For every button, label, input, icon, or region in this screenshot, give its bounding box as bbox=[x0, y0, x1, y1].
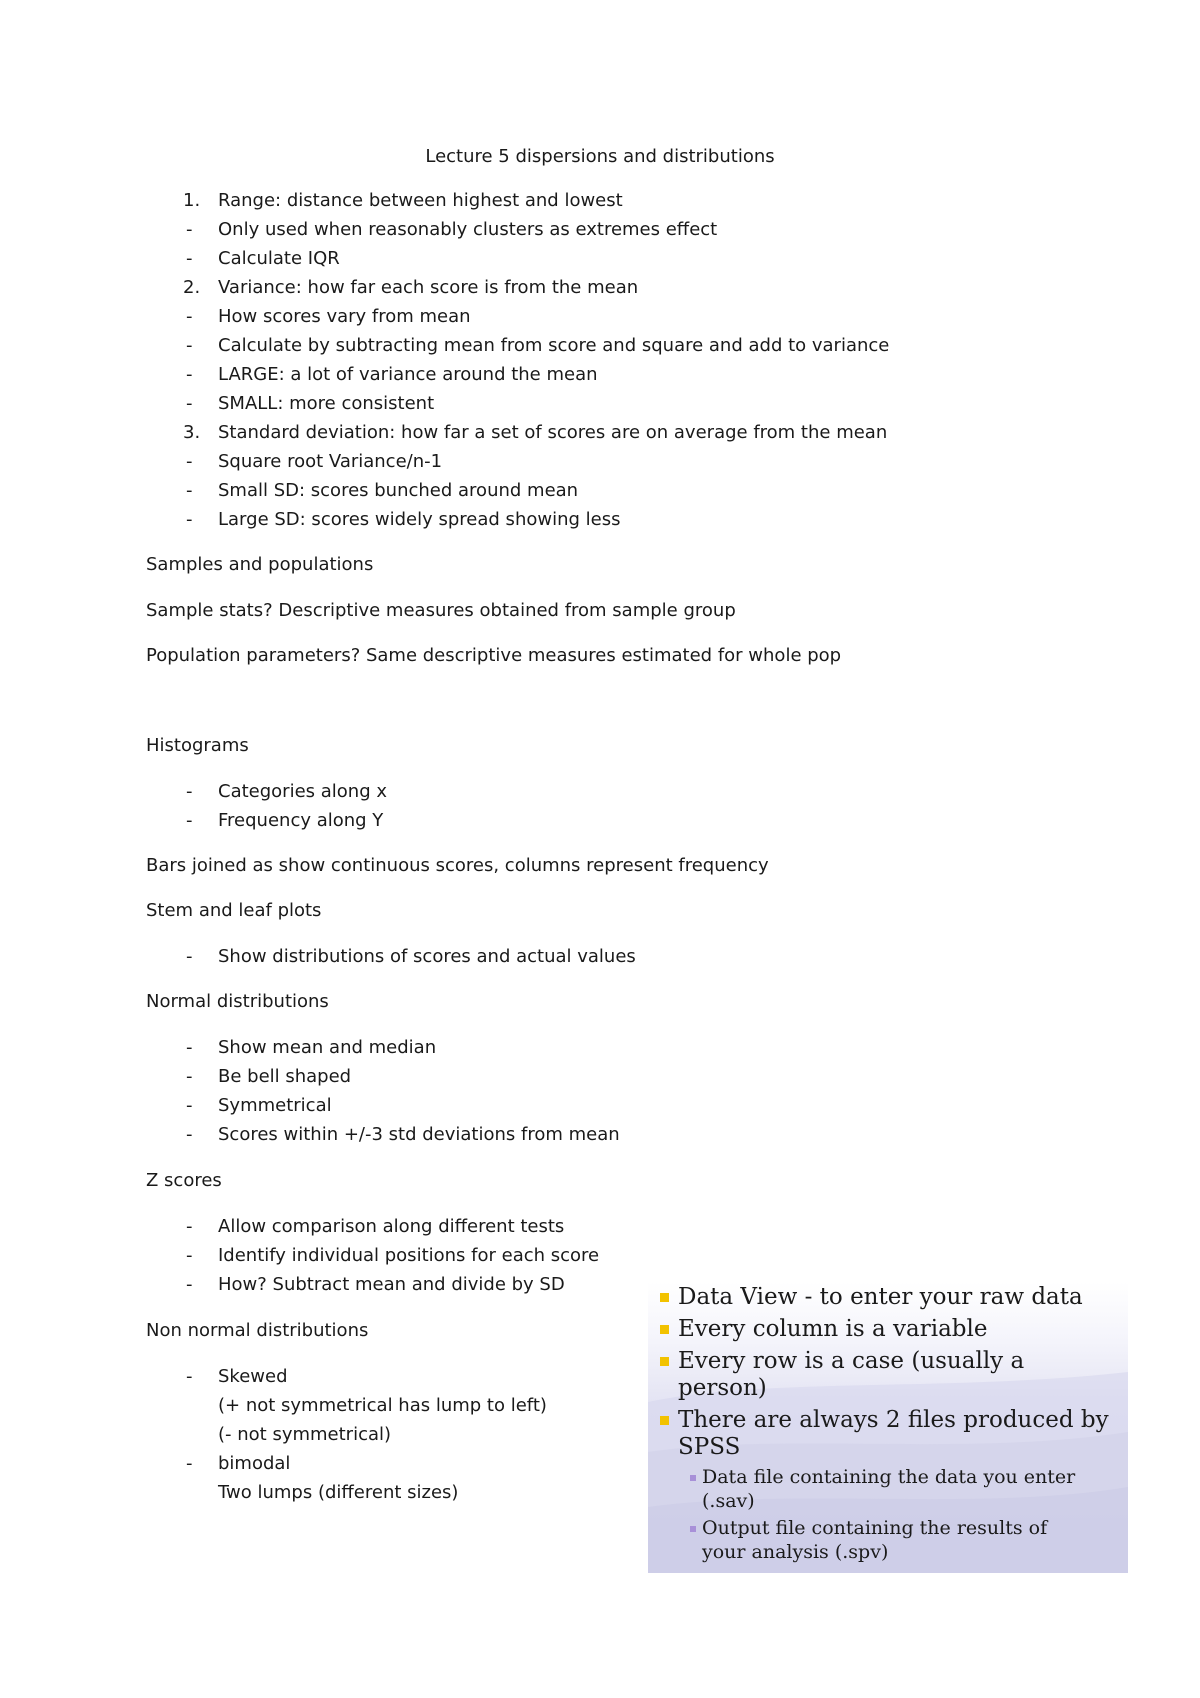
list-item: Variance: how far each score is from the mean bbox=[218, 277, 639, 298]
list-item: LARGE: a lot of variance around the mean bbox=[218, 364, 598, 385]
slide-sub-bullet-continuation: your analysis (.spv) bbox=[702, 1541, 889, 1563]
list-item-detail: (- not symmetrical) bbox=[218, 1424, 392, 1445]
list-marker: - bbox=[186, 1453, 193, 1474]
list-item-detail: (+ not symmetrical has lump to left) bbox=[218, 1395, 547, 1416]
list-marker: - bbox=[186, 1216, 193, 1237]
section-heading-non-normal: Non normal distributions bbox=[146, 1320, 369, 1341]
list-marker: - bbox=[186, 509, 193, 530]
list-item: Only used when reasonably clusters as extremes effect bbox=[218, 219, 718, 240]
list-marker: - bbox=[186, 1245, 193, 1266]
list-item: Calculate IQR bbox=[218, 248, 340, 269]
slide-sub-bullet: Output file containing the results of bbox=[702, 1517, 1048, 1539]
slide-bullet-marker bbox=[660, 1293, 669, 1302]
slide-bullet: There are always 2 files produced by bbox=[678, 1407, 1109, 1433]
list-marker: - bbox=[186, 1124, 193, 1145]
list-item: SMALL: more consistent bbox=[218, 393, 435, 414]
list-item: Scores within +/-3 std deviations from mean bbox=[218, 1124, 620, 1145]
list-marker: - bbox=[186, 219, 193, 240]
list-item: Standard deviation: how far a set of scores are on average from the mean bbox=[218, 422, 888, 443]
list-marker: - bbox=[186, 393, 193, 414]
page-title: Lecture 5 dispersions and distributions bbox=[425, 146, 775, 167]
list-item: How scores vary from mean bbox=[218, 306, 471, 327]
list-item: Square root Variance/n-1 bbox=[218, 451, 443, 472]
list-marker: 2. bbox=[183, 277, 201, 298]
list-item: Allow comparison along different tests bbox=[218, 1216, 565, 1237]
slide-bullet: Data View - to enter your raw data bbox=[678, 1284, 1083, 1310]
list-item: bimodal bbox=[218, 1453, 291, 1474]
list-item: Show mean and median bbox=[218, 1037, 437, 1058]
paragraph-histogram-note: Bars joined as show continuous scores, columns represent frequency bbox=[146, 855, 769, 876]
embedded-slide-image bbox=[648, 1282, 1128, 1573]
list-marker: - bbox=[186, 810, 193, 831]
slide-sub-bullet-marker bbox=[690, 1526, 696, 1532]
list-marker: - bbox=[186, 248, 193, 269]
list-marker: - bbox=[186, 364, 193, 385]
list-marker: - bbox=[186, 1066, 193, 1087]
list-marker: - bbox=[186, 480, 193, 501]
slide-bullet: Every row is a case (usually a bbox=[678, 1348, 1025, 1374]
slide-bullet-marker bbox=[660, 1325, 669, 1334]
list-marker: - bbox=[186, 1366, 193, 1387]
list-item: Small SD: scores bunched around mean bbox=[218, 480, 579, 501]
list-item: Range: distance between highest and lowest bbox=[218, 190, 623, 211]
list-item: Frequency along Y bbox=[218, 810, 384, 831]
list-item: Symmetrical bbox=[218, 1095, 332, 1116]
list-item: Calculate by subtracting mean from score and square and add to variance bbox=[218, 335, 890, 356]
slide-bullet-continuation: SPSS bbox=[678, 1434, 741, 1460]
paragraph-sample-stats: Sample stats? Descriptive measures obtained from sample group bbox=[146, 600, 736, 621]
slide-bullet-continuation: person) bbox=[678, 1375, 767, 1401]
list-item: Large SD: scores widely spread showing less bbox=[218, 509, 621, 530]
list-marker: - bbox=[186, 1274, 193, 1295]
slide-sub-bullet-continuation: (.sav) bbox=[702, 1490, 755, 1512]
list-item: Show distributions of scores and actual values bbox=[218, 946, 636, 967]
slide-bullet-marker bbox=[660, 1357, 669, 1366]
list-marker: - bbox=[186, 1095, 193, 1116]
list-item-detail: Two lumps (different sizes) bbox=[218, 1482, 459, 1503]
list-marker: - bbox=[186, 335, 193, 356]
list-item: Identify individual positions for each score bbox=[218, 1245, 600, 1266]
section-heading-zscores: Z scores bbox=[146, 1170, 222, 1191]
list-marker: - bbox=[186, 306, 193, 327]
list-marker: 1. bbox=[183, 190, 201, 211]
list-item: Categories along x bbox=[218, 781, 387, 802]
list-item: Be bell shaped bbox=[218, 1066, 352, 1087]
slide-sub-bullet-marker bbox=[690, 1475, 696, 1481]
paragraph-population-params: Population parameters? Same descriptive measures estimated for whole pop bbox=[146, 645, 842, 666]
list-marker: 3. bbox=[183, 422, 201, 443]
slide-bullet-marker bbox=[660, 1416, 669, 1425]
list-marker: - bbox=[186, 451, 193, 472]
section-heading-histograms: Histograms bbox=[146, 735, 249, 756]
slide-sub-bullet: Data file containing the data you enter bbox=[702, 1466, 1076, 1488]
list-marker: - bbox=[186, 1037, 193, 1058]
list-marker: - bbox=[186, 781, 193, 802]
section-heading-samples: Samples and populations bbox=[146, 554, 374, 575]
list-item: How? Subtract mean and divide by SD bbox=[218, 1274, 565, 1295]
slide-bullet: Every column is a variable bbox=[678, 1316, 988, 1342]
section-heading-normal: Normal distributions bbox=[146, 991, 329, 1012]
list-item: Skewed bbox=[218, 1366, 288, 1387]
list-marker: - bbox=[186, 946, 193, 967]
section-heading-stem-leaf: Stem and leaf plots bbox=[146, 900, 322, 921]
